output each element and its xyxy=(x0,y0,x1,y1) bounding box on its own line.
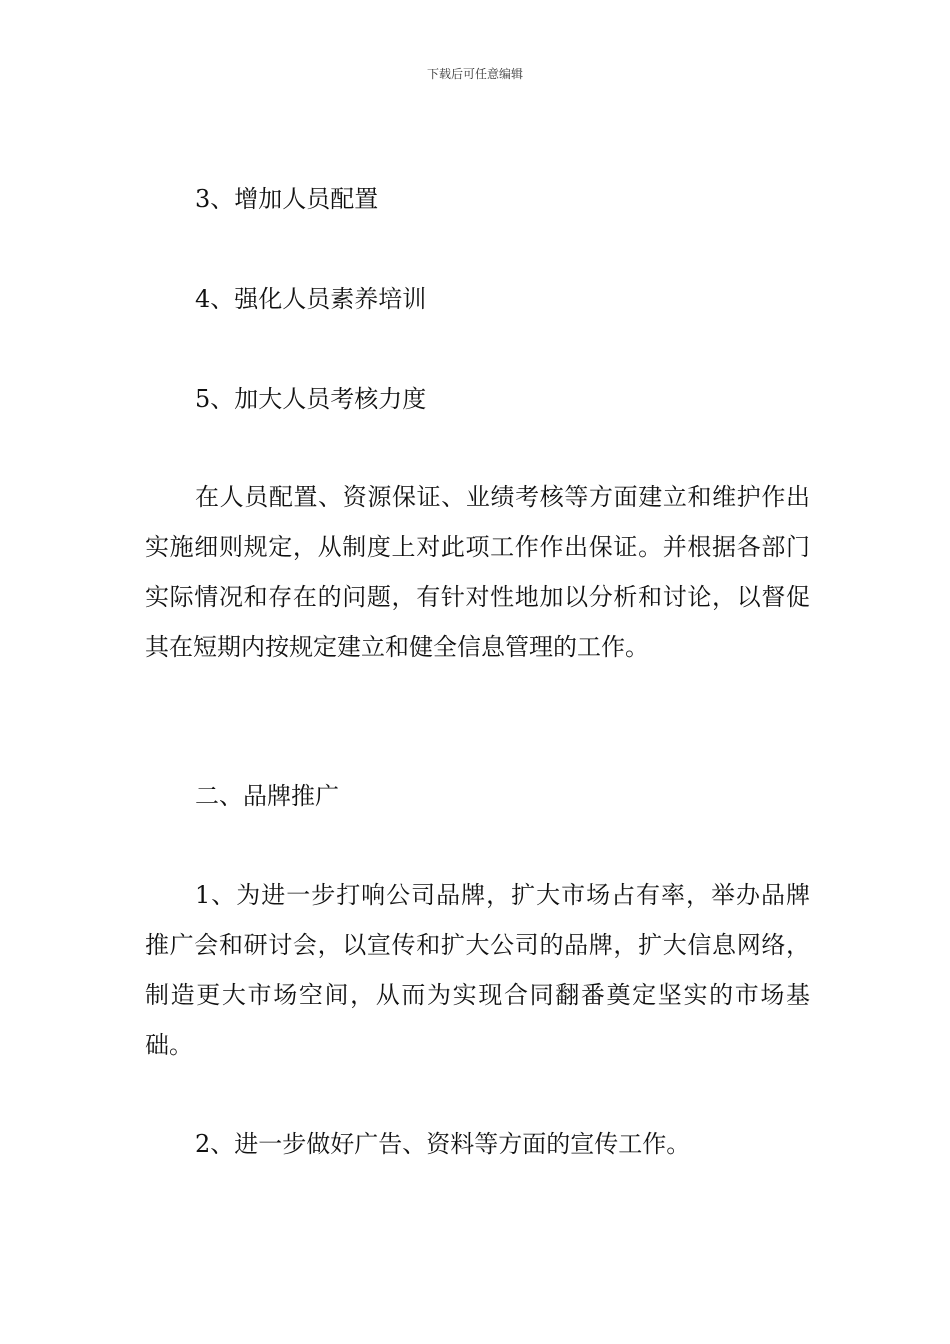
page-header: 下载后可任意编辑 xyxy=(426,67,523,81)
paragraph-brand-promotion-1: 1、为进一步打响公司品牌，扩大市场占有率，举办品牌推广会和研讨会，以宣传和扩大公司的品牌，扩大信息网络，制造更大市场空间，从而为实现合同翻番奠定坚实的市场基础。 xyxy=(145,881,810,1059)
list-item-staffing: 3、增加人员配置 xyxy=(195,185,379,213)
paragraph-implementation: 在人员配置、资源保证、业绩考核等方面建立和维护作出实施细则规定，从制度上对此项工作作出保证。并根据各部门实际情况和存在的问题，有针对性地加以分析和讨论，以督促其在短期内按规定建立和健全信息管理的工作。 xyxy=(145,483,810,661)
list-item-assessment: 5、加大人员考核力度 xyxy=(195,385,427,413)
list-item-training: 4、强化人员素养培训 xyxy=(195,285,427,313)
paragraph-brand-promotion-2: 2、进一步做好广告、资料等方面的宣传工作。 xyxy=(195,1130,691,1158)
section-title-brand-promotion: 二、品牌推广 xyxy=(195,782,339,810)
